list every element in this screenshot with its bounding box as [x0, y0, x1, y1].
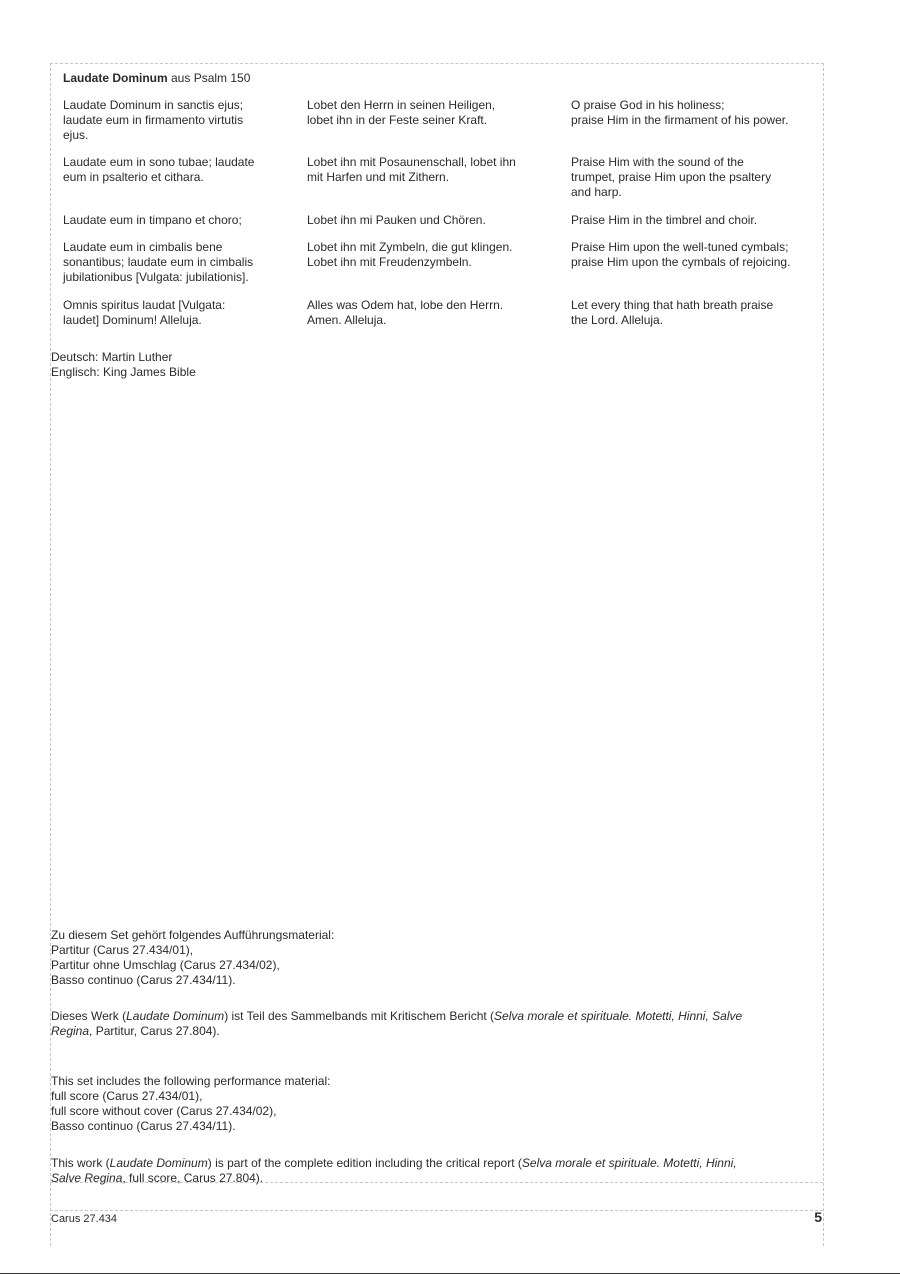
material-item: Basso continuo (Carus 27.434/11).	[51, 1119, 236, 1133]
title-bold: Laudate Dominum	[63, 71, 168, 85]
text-line: Praise Him with the sound of the	[571, 155, 744, 169]
material-list-english	[51, 1074, 823, 1134]
title-rest: aus Psalm 150	[167, 71, 251, 85]
text-line: the Lord. Alleluja.	[571, 313, 664, 327]
english-text	[571, 98, 823, 128]
edition-title: Regina	[51, 1024, 90, 1038]
text-span: Dieses Werk (	[51, 1009, 127, 1023]
text-line: jubilationibus [Vulgata: jubilationis].	[63, 270, 249, 284]
text-line: trumpet, praise Him upon the psaltery	[571, 170, 772, 184]
text-line: Laudate eum in timpano et choro;	[63, 213, 242, 227]
text-line: Lobet ihn mit Zymbeln, die gut klingen.	[307, 240, 513, 254]
german-text	[307, 240, 559, 270]
credit-german: Deutsch: Martin Luther	[51, 350, 173, 364]
material-item: Basso continuo (Carus 27.434/11).	[51, 973, 236, 987]
text-span: ) ist Teil des Sammelbands mit Kritischem Bericht (	[224, 1009, 495, 1023]
material-item: Partitur ohne Umschlag (Carus 27.434/02),	[51, 958, 280, 972]
translation-credits	[51, 350, 196, 380]
edition-note-german	[51, 1009, 823, 1039]
text-line: ejus.	[63, 128, 89, 142]
text-line: Laudate Dominum in sanctis ejus;	[63, 98, 244, 112]
edition-title: Selva morale et spirituale. Motetti, Hinni, Salve	[494, 1009, 743, 1023]
german-text	[307, 155, 559, 185]
german-text	[307, 213, 559, 228]
text-line: Let every thing that hath breath praise	[571, 298, 774, 312]
latin-text	[63, 155, 295, 185]
text-title	[63, 71, 250, 86]
latin-text	[63, 240, 295, 285]
text-line: lobet ihn in der Feste seiner Kraft.	[307, 113, 488, 127]
text-line: praise Him upon the cymbals of rejoicing.	[571, 255, 791, 269]
text-line: Laudate eum in cimbalis bene	[63, 240, 223, 254]
latin-text	[63, 298, 295, 328]
text-line: Alles was Odem hat, lobe den Herrn.	[307, 298, 504, 312]
text-span: This work (	[51, 1156, 110, 1170]
text-line: Lobet ihn mi Pauken und Chören.	[307, 213, 486, 227]
work-title: Laudate Dominum	[126, 1009, 225, 1023]
english-text	[571, 298, 823, 328]
text-line: Lobet ihn mit Freudenzymbeln.	[307, 255, 472, 269]
material-list-german	[51, 928, 823, 988]
english-text	[571, 155, 823, 200]
material-intro: This set includes the following performance material:	[51, 1074, 331, 1088]
edition-title: Selva morale et spirituale. Motetti, Hinni,	[521, 1156, 737, 1170]
text-span: , Partitur, Carus 27.804).	[89, 1024, 220, 1038]
text-line: Omnis spiritus laudat [Vulgata:	[63, 298, 226, 312]
english-text	[571, 213, 823, 228]
latin-text	[63, 213, 295, 228]
material-item: full score without cover (Carus 27.434/02),	[51, 1104, 277, 1118]
text-line: Lobet den Herrn in seinen Heiligen,	[307, 98, 496, 112]
text-line: praise Him in the firmament of his power.	[571, 113, 789, 127]
text-line	[51, 1024, 823, 1039]
material-item: full score (Carus 27.434/01),	[51, 1089, 203, 1103]
text-line: laudet] Dominum! Alleluja.	[63, 313, 202, 327]
edition-note-english	[51, 1156, 823, 1186]
text-line: Laudate eum in sono tubae; laudate	[63, 155, 255, 169]
text-span: , full score, Carus 27.804).	[122, 1171, 264, 1185]
text-line: Amen. Alleluja.	[307, 313, 387, 327]
text-line	[51, 1009, 823, 1024]
text-line: laudate eum in firmamento virtutis	[63, 113, 244, 127]
text-line: mit Harfen und mit Zithern.	[307, 170, 450, 184]
text-span: ) is part of the complete edition including the critical report (	[207, 1156, 522, 1170]
text-line: Praise Him in the timbrel and choir.	[571, 213, 758, 227]
text-line: and harp.	[571, 185, 622, 199]
english-text	[571, 240, 823, 270]
text-line: eum in psalterio et cithara.	[63, 170, 204, 184]
work-title: Laudate Dominum	[109, 1156, 208, 1170]
german-text	[307, 298, 559, 328]
material-item: Partitur (Carus 27.434/01),	[51, 943, 194, 957]
text-line	[51, 1156, 823, 1171]
material-intro: Zu diesem Set gehört folgendes Aufführungsmaterial:	[51, 928, 335, 942]
text-line: O praise God in his holiness;	[571, 98, 725, 112]
catalog-number: Carus 27.434	[51, 1213, 118, 1225]
text-line: sonantibus; laudate eum in cimbalis	[63, 255, 254, 269]
text-line	[51, 1171, 823, 1186]
text-line: Praise Him upon the well-tuned cymbals;	[571, 240, 789, 254]
german-text	[307, 98, 559, 128]
page-number: 5	[814, 1209, 822, 1225]
footer-divider	[50, 1210, 823, 1211]
credit-english: Englisch: King James Bible	[51, 365, 196, 379]
text-line: Lobet ihn mit Posaunenschall, lobet ihn	[307, 155, 516, 169]
latin-text	[63, 98, 295, 143]
edition-title: Salve Regina	[51, 1171, 123, 1185]
